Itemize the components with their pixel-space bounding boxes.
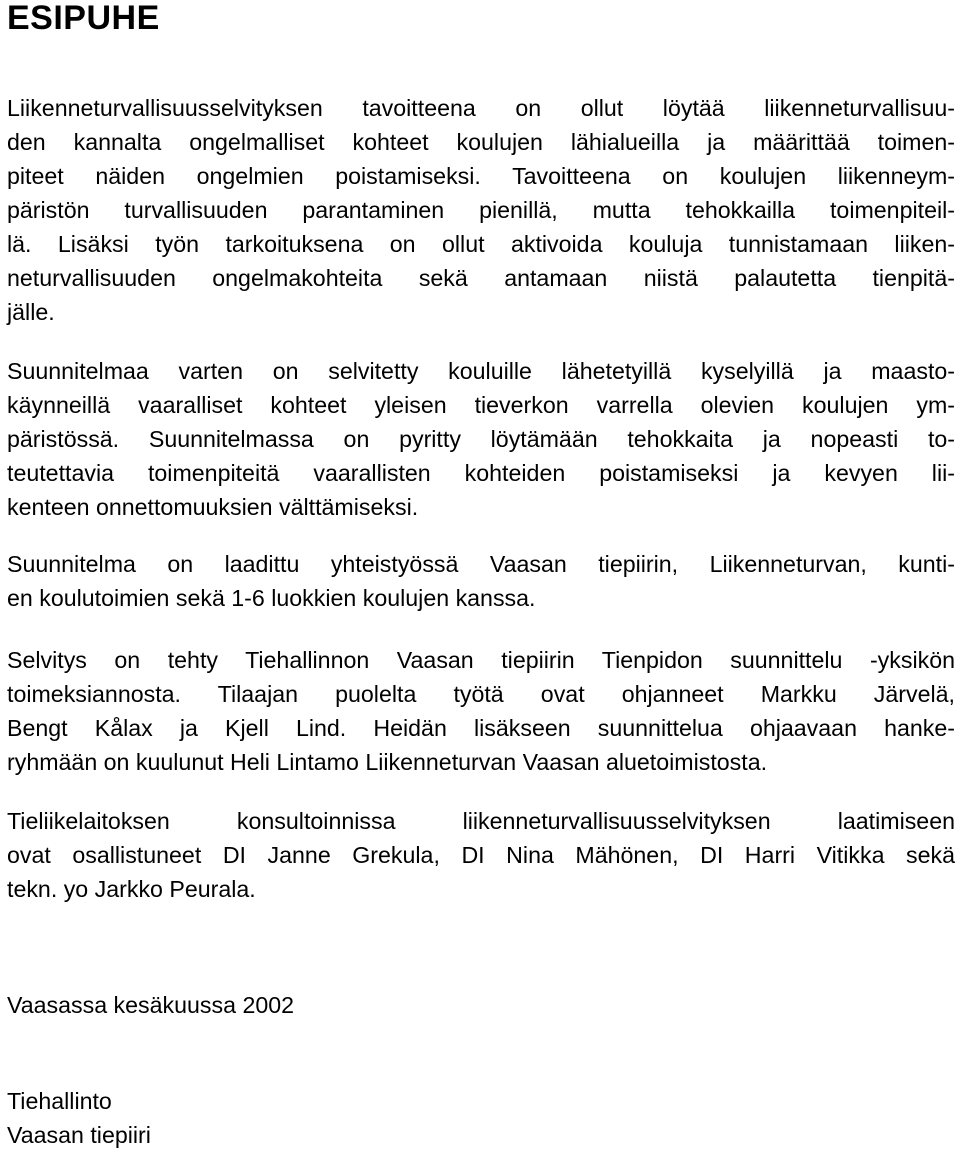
text-line: piteet näiden ongelmien poistamiseksi. Tavoitteena on koulujen liikenneym- [7, 163, 955, 189]
text-line: neturvallisuuden ongelmakohteita sekä antamaan niistä palautetta tienpitä- [7, 265, 955, 291]
text-line: ovat osallistuneet DI Janne Grekula, DI Nina Mähönen, DI Harri Vitikka sekä [7, 842, 955, 868]
page-title: ESIPUHE [7, 0, 160, 37]
paragraph-method [7, 354, 955, 524]
text-line: ryhmään on kuulunut Heli Lintamo Liikenneturvan Vaasan aluetoimistosta. [7, 749, 768, 775]
paragraph-consultants [7, 804, 955, 906]
text-line: tekn. yo Jarkko Peurala. [7, 876, 256, 902]
signature-organization: Tiehallinto [7, 1088, 112, 1114]
text-line: den kannalta ongelmalliset kohteet koulujen lähialueilla ja määrittää toimen- [7, 129, 955, 155]
text-line: päristön turvallisuuden parantaminen pienillä, mutta tehokkailla toimenpiteil- [7, 197, 955, 223]
text-line: käynneillä vaaralliset kohteet yleisen tieverkon varrella olevien koulujen ym- [7, 392, 955, 418]
text-line: jälle. [7, 299, 55, 325]
text-line: teutettavia toimenpiteitä vaarallisten kohteiden poistamiseksi ja kevyen lii- [7, 460, 955, 486]
text-line: Suunnitelmaa varten on selvitetty kouluille lähetetyillä kyselyillä ja maasto- [7, 358, 955, 384]
text-line: lä. Lisäksi työn tarkoituksena on ollut aktivoida kouluja tunnistamaan liiken- [7, 231, 955, 257]
place-date-text: Vaasassa kesäkuussa 2002 [7, 992, 295, 1018]
text-line: päristössä. Suunnitelmassa on pyritty löytämään tehokkaita ja nopeasti to- [7, 426, 955, 452]
text-line: Suunnitelma on laadittu yhteistyössä Vaasan tiepiirin, Liikenneturvan, kunti- [7, 551, 955, 577]
text-line: Tieliikelaitoksen konsultoinnissa liikenneturvallisuusselvityksen laatimiseen [7, 808, 955, 834]
paragraph-cooperation [7, 547, 955, 615]
text-line: Bengt Kålax ja Kjell Lind. Heidän lisäkseen suunnittelua ohjaavaan hanke- [7, 715, 955, 741]
signature-district: Vaasan tiepiiri [7, 1122, 151, 1148]
text-line: Liikenneturvallisuusselvityksen tavoitteena on ollut löytää liikenneturvallisuu- [7, 95, 955, 121]
text-line: Selvitys on tehty Tiehallinnon Vaasan tiepiirin Tienpidon suunnittelu -yksikön [7, 647, 955, 673]
paragraph-objectives [7, 91, 955, 329]
place-date [7, 988, 955, 1022]
text-line: kenteen onnettomuuksien välttämiseksi. [7, 494, 419, 520]
text-line: toimeksiannosta. Tilaajan puolelta työtä ovat ohjanneet Markku Järvelä, [7, 681, 955, 707]
text-line: en koulutoimien sekä 1-6 luokkien koulujen kanssa. [7, 585, 536, 611]
paragraph-commission [7, 643, 955, 779]
signature-block [7, 1084, 955, 1152]
